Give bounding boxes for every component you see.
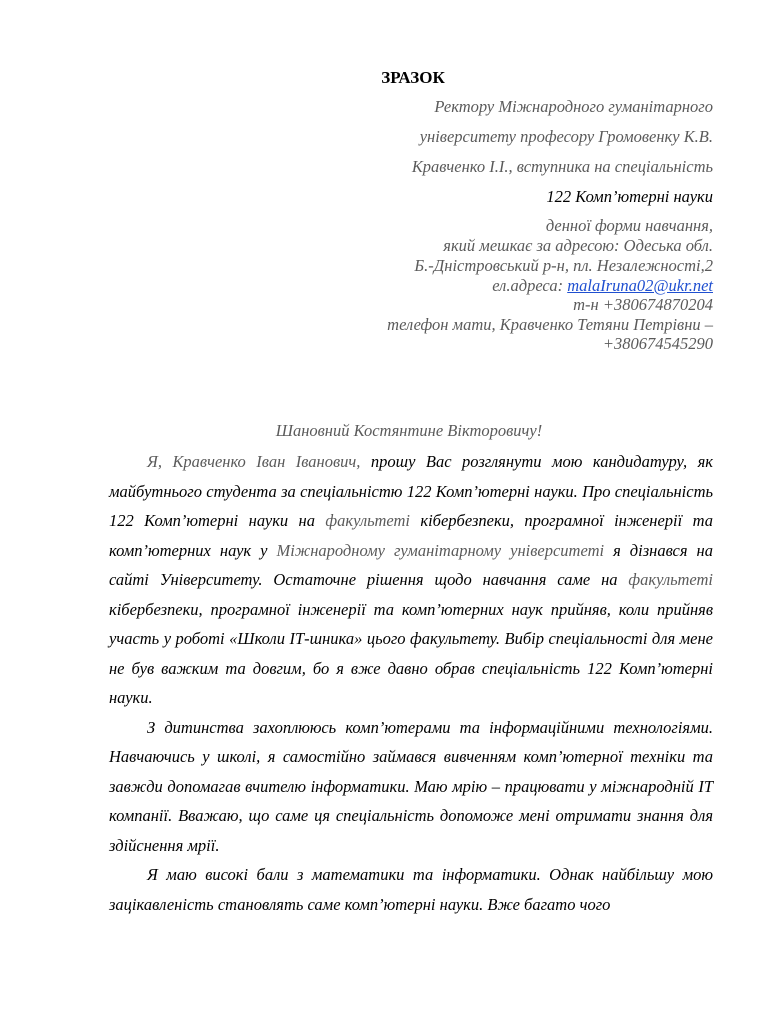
p1-text-c: я дізнався на сайті Університету. Остаточне рішення щодо навчання саме на [109, 540, 713, 589]
mother-phone: +380674545290 [602, 334, 713, 353]
p1-faculty-2: факультеті [628, 570, 713, 589]
address-line-2: Б.-Дністровський р-н, пл. Незалежності,2 [414, 256, 713, 275]
p1-university: Міжнародному гуманітарному університеті [276, 540, 605, 560]
p1-text-d: кібербезпеки, програмної інженерії та комп’ютерних наук прийняв, коли прийняв участь у роботі «Школи ІТ-шника» цього факультету. Вибір спеціальності для мене не був важким та довгим, бо я вже давно обрав спеціальність 122 Комп’ютерні науки. [109, 599, 713, 707]
email-line [492, 276, 713, 296]
p1-name: Я, Кравченко Іван Іванович, [147, 452, 371, 471]
specialty-line: 122 Комп’ютерні науки [546, 187, 713, 206]
paragraph-3: Я маю високі бали з математики та інформатики. Однак найбільшу мою зацікавленість становлять саме комп’ютерні науки. Вже багато чого [109, 865, 713, 914]
phone-line: т-н +380674870204 [573, 295, 713, 314]
addressee-line-2: університету професору Громовенку К.В. [419, 127, 713, 146]
document-title: ЗРАЗОК [381, 68, 445, 87]
address-line-1: який мешкає за адресою: Одеська обл. [443, 236, 713, 255]
email-label: ел.адреса: [492, 276, 568, 295]
p1-faculty-1: факультеті [325, 511, 410, 530]
email-link[interactable]: malaIruna02@ukr.net [567, 276, 713, 295]
applicant-line: Кравченко І.І., вступника на спеціальність [411, 157, 713, 176]
paragraph-1 [109, 447, 713, 713]
p1-text-a: прошу Вас розглянути мою кандидатуру, як майбутнього студента за спеціальністю 122 Комп’ютерні науки. Про спеціальність 122 Комп’ютерні науки на [109, 452, 713, 530]
mother-phone-label: телефон мати, Кравченко Тетяни Петрівни – [387, 315, 713, 334]
greeting: Шановний Костянтине Вікторовичу! [275, 421, 543, 440]
letter-body [109, 447, 713, 919]
paragraph-2: З дитинства захоплююсь комп’ютерами та інформаційними технологіями. Навчаючись у школі, я самостійно займався вивченням комп’ютерної техніки та завжди допомагав вчителю інформатики. Маю мрію – працювати у міжнародній ІТ компанії. Вважаю, що саме ця спеціальність допоможе мені отримати знання для здійснення мрії. [109, 717, 713, 855]
p1-text-b: кібербезпеки, програмної інженерії та комп’ютерних наук у [109, 511, 713, 560]
addressee-line-1: Ректору Міжнародного гуманітарного [434, 97, 713, 116]
study-form-line: денної форми навчання, [545, 216, 713, 235]
